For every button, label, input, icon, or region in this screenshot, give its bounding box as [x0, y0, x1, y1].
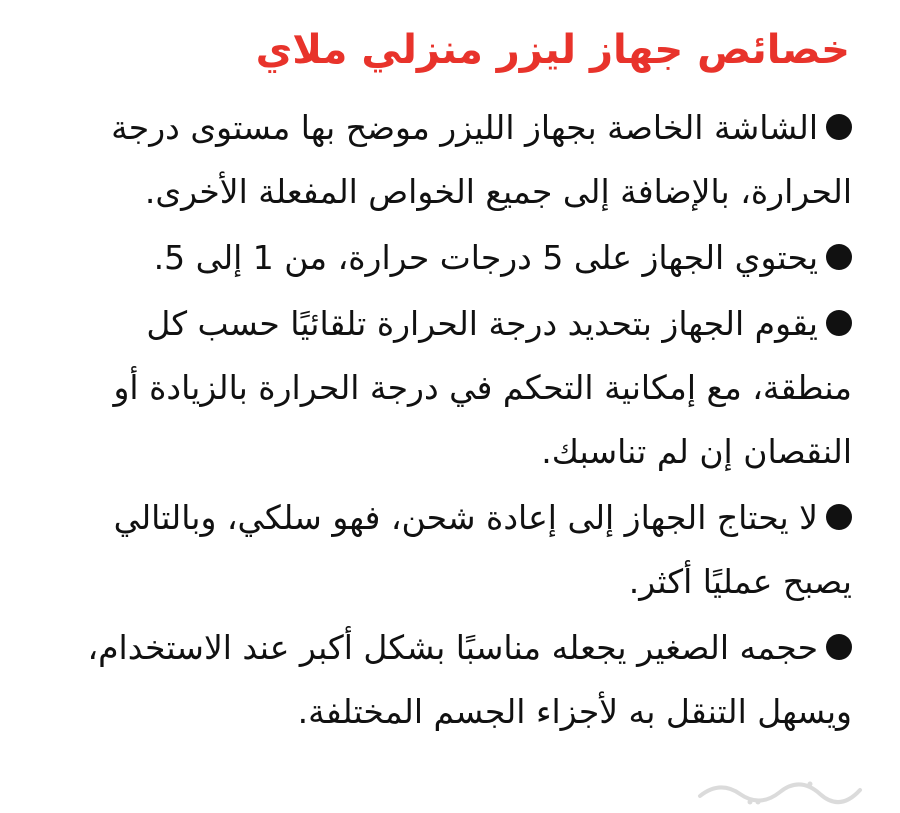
bullet-icon — [826, 634, 852, 660]
list-item — [72, 616, 852, 744]
page-title: خصائص جهاز ليزر منزلي ملاي — [255, 27, 850, 73]
bullet-icon — [826, 310, 852, 336]
feature-text: يحتوي الجهاز على 5 درجات حرارة، من 1 إلى 5. — [153, 238, 818, 277]
bullet-icon — [826, 244, 852, 270]
list-item — [72, 486, 852, 614]
list-item — [72, 292, 852, 484]
bullet-icon — [826, 504, 852, 530]
bullet-icon — [826, 114, 852, 140]
feature-list — [72, 96, 852, 746]
feature-text: حجمه الصغير يجعله مناسبًا بشكل أكبر عند الاستخدام، ويسهل التنقل به لأجزاء الجسم المختلفة. — [87, 628, 852, 731]
list-item — [72, 96, 852, 224]
feature-text: الشاشة الخاصة بجهاز الليزر موضح بها مستوى درجة الحرارة، بالإضافة إلى جميع الخواص المفعلة الأخرى. — [111, 108, 852, 211]
list-item — [72, 226, 852, 290]
watermark-logo-icon — [690, 776, 870, 808]
feature-text: لا يحتاج الجهاز إلى إعادة شحن، فهو سلكي، وبالتالي يصبح عمليًا أكثر. — [113, 498, 852, 601]
feature-text: يقوم الجهاز بتحديد درجة الحرارة تلقائيًا حسب كل منطقة، مع إمكانية التحكم في درجة الحرارة بالزيادة أو النقصان إن لم تناسبك. — [113, 304, 852, 471]
